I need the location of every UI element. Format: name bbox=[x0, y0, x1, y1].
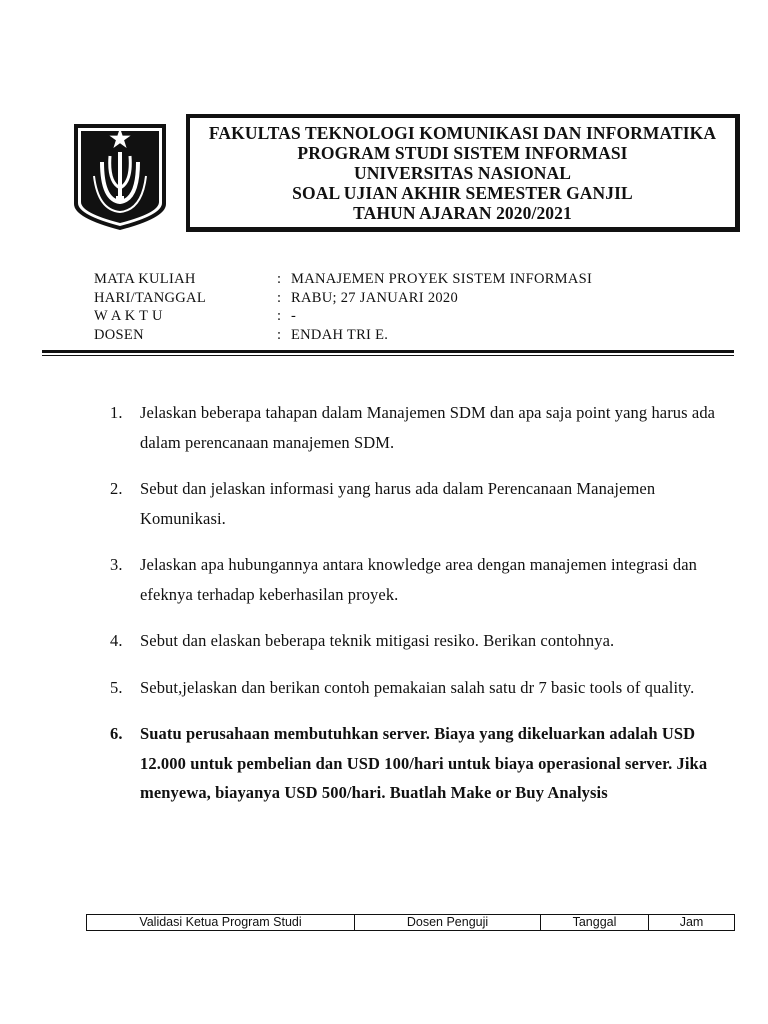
question-number: 4. bbox=[110, 631, 123, 650]
question-text: Suatu perusahaan membutuhkan server. Biaya yang dikeluarkan adalah USD 12.000 untuk pembelian dan USD 100/hari untuk biaya operasional server. Jika menyewa, biayanya USD 500/hari. Buatlah Make or Buy Analysis bbox=[140, 724, 708, 802]
question-item bbox=[110, 626, 730, 656]
table-row bbox=[87, 915, 735, 931]
question-number: 5. bbox=[110, 677, 123, 697]
question-item bbox=[110, 719, 730, 808]
academic-year-line: TAHUN AJARAN 2020/2021 bbox=[353, 202, 572, 223]
question-number: 1. bbox=[110, 403, 123, 422]
question-text: Sebut dan elaskan beberapa teknik mitigasi resiko. Berikan contohnya. bbox=[140, 631, 615, 650]
university-line: UNIVERSITAS NASIONAL bbox=[353, 162, 572, 183]
col-examiner: Dosen Penguji bbox=[355, 915, 541, 931]
info-separator: : bbox=[277, 326, 282, 343]
university-logo bbox=[72, 122, 168, 232]
info-separator: : bbox=[277, 271, 282, 287]
header-divider bbox=[42, 350, 734, 353]
col-date: Tanggal bbox=[541, 915, 649, 931]
info-separator: : bbox=[277, 289, 282, 306]
info-value: RABU; 27 JANUARI 2020 bbox=[291, 289, 459, 306]
info-row-time bbox=[94, 307, 734, 326]
info-value: ENDAH TRI E. bbox=[291, 326, 389, 343]
university-shield-icon bbox=[72, 122, 168, 232]
info-label: MATA KULIAH bbox=[94, 271, 196, 287]
exam-info bbox=[94, 270, 734, 344]
question-item bbox=[110, 398, 730, 457]
info-value: MANAJEMEN PROYEK SISTEM INFORMASI bbox=[291, 271, 593, 287]
info-label: DOSEN bbox=[94, 326, 144, 343]
question-number: 3. bbox=[110, 555, 123, 574]
question-item bbox=[110, 550, 730, 609]
validation-table bbox=[86, 914, 735, 931]
question-item bbox=[110, 474, 730, 533]
info-value: - bbox=[291, 308, 297, 325]
info-label: W A K T U bbox=[94, 308, 163, 325]
question-text: Sebut,jelaskan dan berikan contoh pemakaian salah satu dr 7 basic tools of quality. bbox=[140, 677, 695, 697]
col-program-head-validation: Validasi Ketua Program Studi bbox=[87, 915, 355, 931]
faculty-line: FAKULTAS TEKNOLOGI KOMUNIKASI DAN INFORMATIKA bbox=[208, 122, 717, 143]
info-label: HARI/TANGGAL bbox=[94, 289, 206, 306]
info-row-course bbox=[94, 270, 734, 289]
question-text: Jelaskan beberapa tahapan dalam Manajemen SDM dan apa saja point yang harus ada dalam perencanaan manajemen SDM. bbox=[140, 403, 716, 452]
question-text: Jelaskan apa hubungannya antara knowledge area dengan manajemen integrasi dan efeknya terhadap keberhasilan proyek. bbox=[140, 555, 698, 604]
info-row-date bbox=[94, 289, 734, 308]
question-number: 6. bbox=[110, 724, 123, 743]
col-time: Jam bbox=[649, 915, 735, 931]
question-list bbox=[110, 398, 730, 825]
study-program-line: PROGRAM STUDI SISTEM INFORMASI bbox=[297, 142, 628, 163]
exam-title-line: SOAL UJIAN AKHIR SEMESTER GANJIL bbox=[292, 182, 633, 203]
question-number: 2. bbox=[110, 479, 123, 498]
info-separator: : bbox=[277, 308, 282, 325]
question-item bbox=[110, 673, 730, 703]
info-row-lecturer bbox=[94, 326, 734, 345]
exam-header bbox=[186, 114, 740, 232]
header-divider-thin bbox=[42, 355, 734, 356]
question-text: Sebut dan jelaskan informasi yang harus ada dalam Perencanaan Manajemen Komunikasi. bbox=[140, 479, 656, 528]
